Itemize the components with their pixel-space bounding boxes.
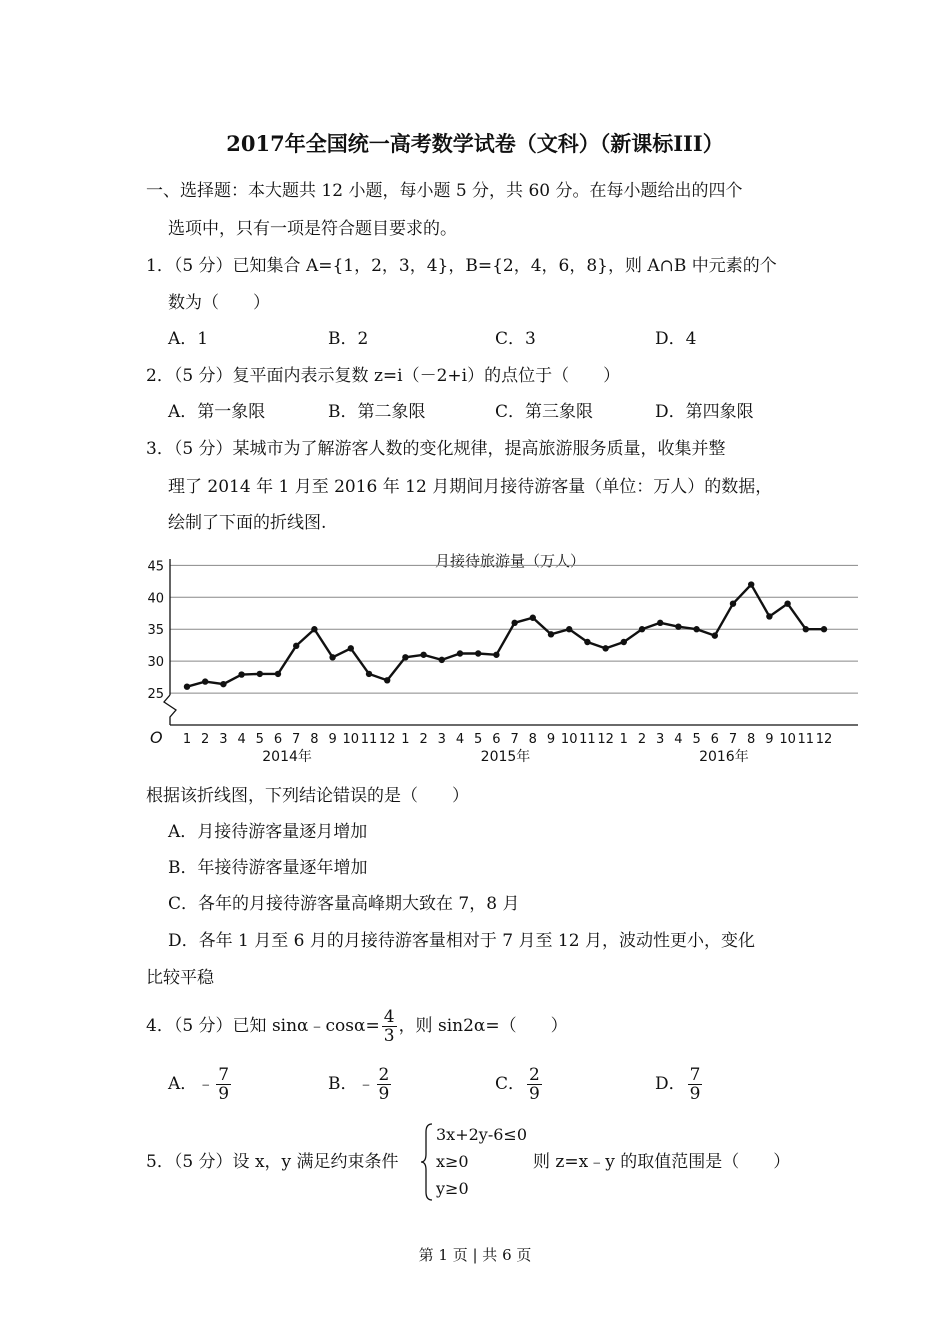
x-tick-label-23: 11 [579,732,596,747]
x-tick-label-15: 3 [437,732,446,747]
data-point-29 [693,626,699,632]
x-tick-label-28: 4 [674,732,683,747]
q1-option-b: B．2 [328,329,369,349]
chart-title: 月接待旅游量（万人） [434,552,586,570]
x-tick-label-4: 4 [237,732,246,747]
data-point-32 [748,581,754,587]
data-point-3 [220,681,226,687]
year-label-3: 2016年 [699,749,749,765]
x-tick-label-8: 8 [310,732,319,747]
q4-option-a [168,1066,233,1103]
x-tick-label-34: 10 [779,732,796,747]
q3-option-a: A．月接待游客量逐月增加 [168,822,368,842]
x-tick-label-16: 4 [455,732,465,747]
q4-option-c [495,1066,544,1103]
data-point-27 [657,620,663,626]
chart-x-ticks [183,732,832,747]
data-point-6 [275,671,281,677]
year-label-1: 2014年 [262,749,312,765]
x-tick-label-26: 2 [637,732,647,747]
q4-option-a-numerator: 7 [218,1065,230,1085]
x-tick-label-13: 1 [401,732,410,747]
x-tick-label-24: 12 [597,732,614,747]
data-point-5 [257,671,263,677]
q3-stem-line2: 理了 2014 年 1 月至 2016 年 12 月期间月接待游客量（单位：万人）的数据， [168,477,773,497]
paper-title: 2017年全国统一高考数学试卷（文科）（新课标III） [226,131,724,156]
data-point-9 [329,654,335,660]
series-line [187,585,824,687]
data-point-33 [766,613,772,619]
q3-option-c: C．各年的月接待游客量高峰期大致在 7，8 月 [168,894,520,914]
line-chart [140,545,870,770]
q4-option-d-numerator: 7 [689,1065,701,1085]
data-point-14 [420,652,426,658]
data-point-11 [366,671,372,677]
data-point-21 [548,631,554,637]
data-point-2 [202,678,208,684]
q2-stem: 2．（5 分）复平面内表示复数 z=i（－2+i）的点位于（ ） [146,366,621,386]
data-point-28 [675,623,681,629]
q1-option-d: D．4 [655,329,697,349]
x-tick-label-1: 1 [182,732,192,747]
data-point-4 [238,671,244,677]
q1-stem-line1: 1．（5 分）已知集合 A={1，2，3，4}，B={2，4，6，8}，则 A∩B 中元素的个 [146,256,777,276]
q5-constraint-3: y≥0 [436,1179,469,1198]
data-point-24 [602,645,608,651]
data-point-1 [184,683,190,689]
section-heading-line1: 一、选择题：本大题共 12 小题，每小题 5 分，共 60 分。在每小题给出的四个 [146,181,743,201]
x-tick-label-10: 10 [342,732,360,747]
q3-option-b: B．年接待游客量逐年增加 [168,858,368,878]
x-tick-label-9: 9 [328,732,337,747]
axis-break-mark [164,695,176,725]
q2-option-a: A．第一象限 [168,402,266,422]
q4-fraction [382,1008,397,1045]
q4-option-a-fraction [216,1066,231,1103]
data-point-34 [784,600,790,606]
q4-option-a-sign: ﹣ [197,1074,215,1094]
data-point-7 [293,643,299,649]
x-tick-label-31: 7 [728,732,738,747]
x-tick-label-19: 7 [510,732,519,747]
q2-option-d: D．第四象限 [655,402,754,422]
q4-fraction-numerator: 4 [383,1007,395,1027]
x-tick-label-22: 10 [560,732,578,747]
q3-stem-line3: 绘制了下面的折线图. [168,513,327,533]
q3-stem-line1: 3．（5 分）某城市为了解游客人数的变化规律，提高旅游服务质量，收集并整 [146,439,726,459]
q1-option-c: C．3 [495,329,536,349]
q4-option-b-label: B． [328,1074,358,1094]
q5-constraint-1: 3x+2y-6≤0 [436,1125,527,1144]
q4-stem-suffix: ，则 sin2α=（ ） [398,1016,568,1036]
data-point-23 [584,639,590,645]
data-point-8 [311,626,317,632]
q5-stem-suffix: 则 z=x﹣y 的取值范围是（ ） [533,1152,791,1172]
x-tick-label-17: 5 [474,732,483,747]
q4-option-a-denominator: 9 [218,1084,230,1104]
q4-option-c-fraction [527,1066,542,1103]
x-tick-label-25: 1 [619,732,628,747]
x-tick-label-32: 8 [747,732,756,747]
y-tick-label-25: 25 [147,687,164,703]
data-point-35 [803,626,809,632]
x-tick-label-14: 2 [419,732,428,747]
q4-option-d-denominator: 9 [689,1084,701,1104]
section-heading-line2: 选项中，只有一项是符合题目要求的。 [168,219,457,239]
q2-option-b: B．第二象限 [328,402,426,422]
q3-option-d: D．各年 1 月至 6 月的月接待游客量相对于 7 月至 12 月，波动性更小，变化 [168,931,755,951]
q4-stem-prefix: 4．（5 分）已知 sinα﹣cosα= [146,1016,380,1036]
chart-year-labels [262,748,748,765]
data-point-15 [439,657,445,663]
x-tick-label-36: 12 [815,732,833,747]
chart-y-ticks [147,559,164,702]
q4-option-b-numerator: 2 [378,1065,390,1085]
y-tick-label-40: 40 [147,591,164,607]
q5-constraint-2: x≥0 [436,1152,469,1171]
x-tick-label-3: 3 [219,732,228,747]
x-tick-label-5: 5 [255,732,264,747]
data-point-30 [712,632,718,638]
data-point-31 [730,600,736,606]
y-tick-label-35: 35 [147,623,164,639]
q4-option-d-label: D． [655,1074,686,1094]
q5-stem-prefix: 5．（5 分）设 x，y 满足约束条件 [146,1152,399,1172]
x-tick-label-29: 5 [692,732,701,747]
q4-option-b-sign: ﹣ [357,1074,375,1094]
data-point-25 [621,639,627,645]
q2-option-c: C．第三象限 [495,402,594,422]
data-point-19 [511,620,517,626]
q4-option-b-denominator: 9 [378,1084,390,1104]
x-tick-label-12: 12 [378,732,396,747]
x-tick-label-20: 8 [528,732,537,747]
data-point-36 [821,626,827,632]
q4-option-d-fraction [688,1066,703,1103]
data-point-22 [566,626,572,632]
data-point-26 [639,626,645,632]
x-tick-label-18: 6 [492,732,501,747]
x-tick-label-11: 11 [360,732,378,747]
q3-question: 根据该折线图，下列结论错误的是（ ） [146,786,469,806]
q4-fraction-denominator: 3 [383,1026,395,1046]
data-point-12 [384,677,390,683]
data-point-10 [348,645,354,651]
q4-option-d [655,1066,704,1103]
q4-option-c-denominator: 9 [529,1084,540,1104]
chart-origin-label: O [150,728,163,747]
q1-option-a: A．1 [168,329,209,349]
q4-option-c-label: C． [495,1074,526,1094]
q3-option-d-continued: 比较平稳 [146,968,214,988]
x-tick-label-33: 9 [765,732,774,747]
data-point-17 [475,650,481,656]
q4-option-b-fraction [377,1066,392,1103]
x-tick-label-21: 9 [546,732,556,747]
x-tick-label-6: 6 [273,732,283,747]
q5-left-brace [420,1122,434,1202]
page-footer: 第 1 页 | 共 6 页 [418,1246,532,1264]
x-tick-label-30: 6 [710,732,719,747]
q1-stem-line2: 数为（ ） [168,293,270,313]
x-tick-label-35: 11 [797,732,815,747]
x-tick-label-27: 3 [656,732,665,747]
x-tick-label-2: 2 [201,732,210,747]
year-label-2: 2015年 [480,749,531,765]
data-point-13 [402,654,408,660]
data-point-18 [493,652,499,658]
q4-option-b [328,1066,393,1103]
x-tick-label-7: 7 [292,732,301,747]
q4-option-c-numerator: 2 [529,1065,540,1085]
y-tick-label-30: 30 [147,655,164,671]
q4-option-a-label: A． [168,1074,198,1094]
y-tick-label-45: 45 [147,559,164,575]
q4-stem [146,1008,568,1045]
data-point-20 [530,615,536,621]
data-point-16 [457,650,463,656]
